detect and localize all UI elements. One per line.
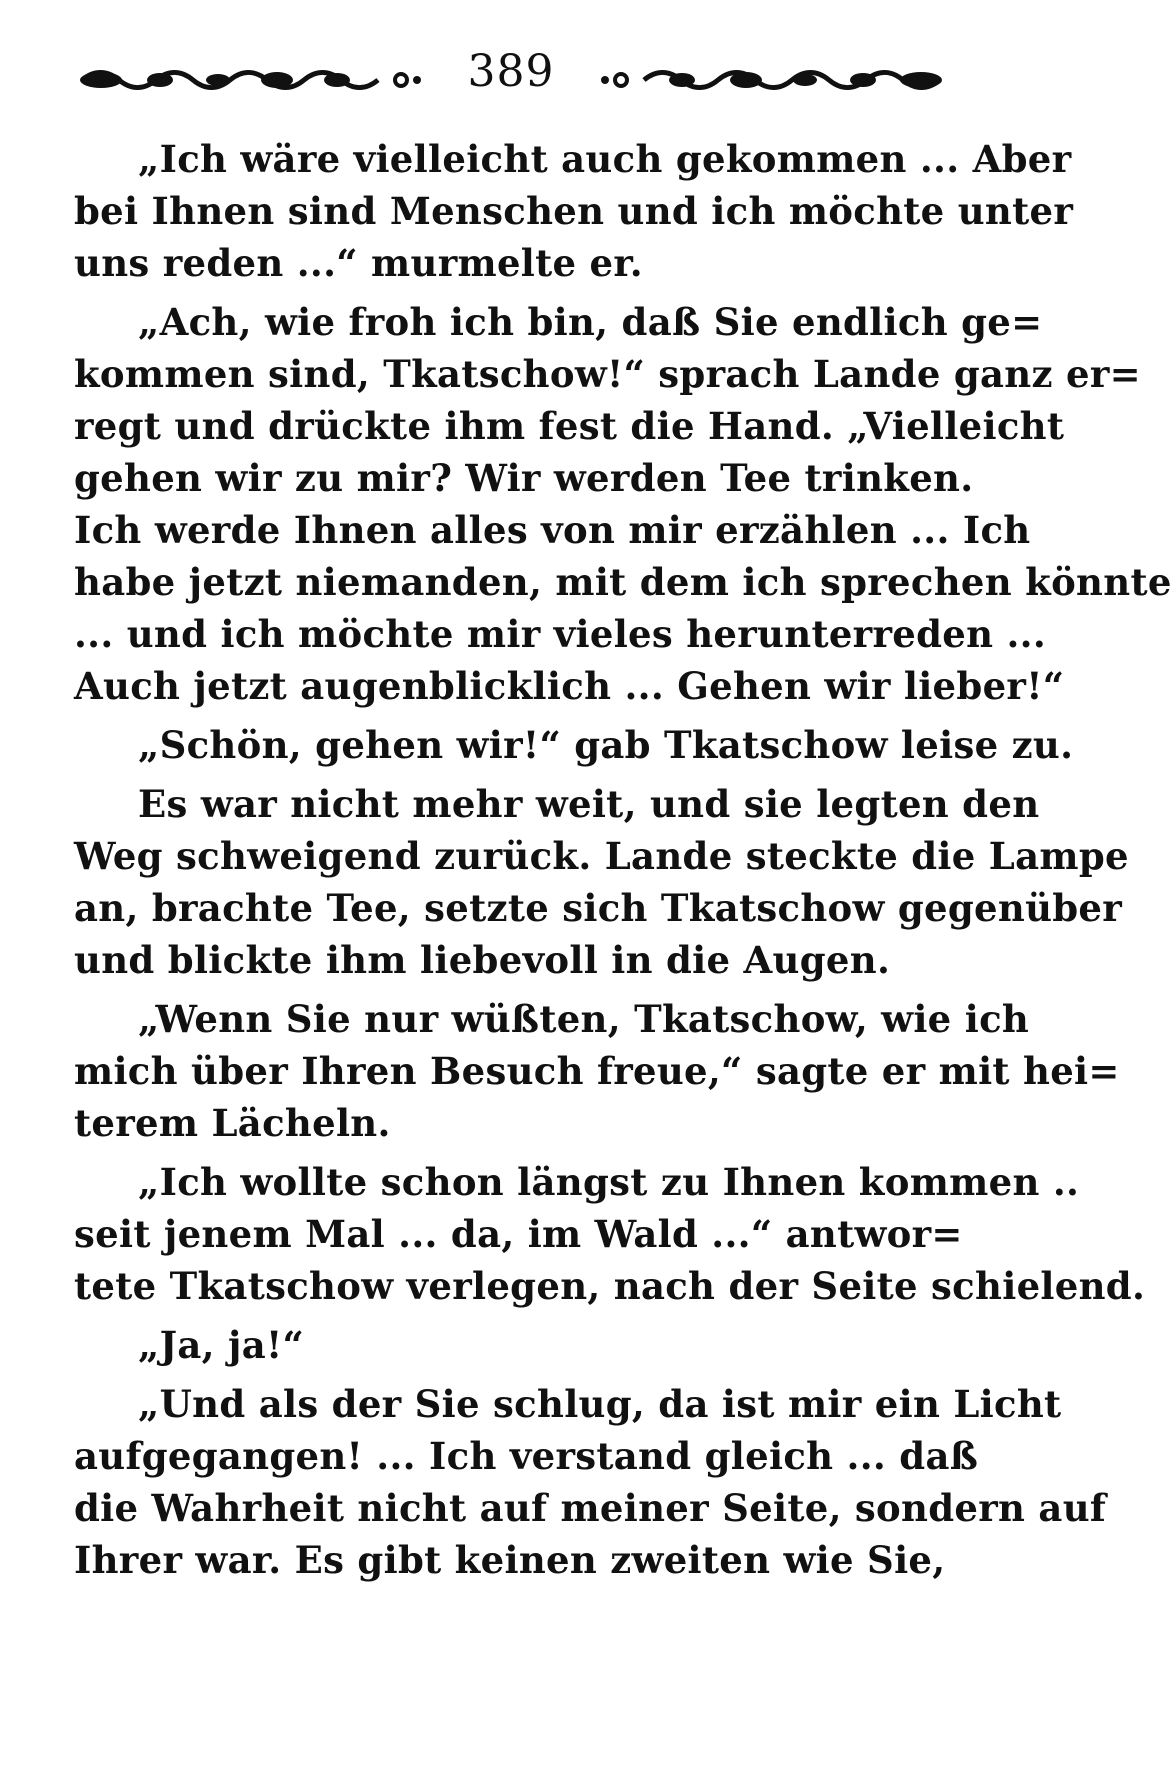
text-line: mich über Ihren Besuch freue,“ sagte er mit hei= bbox=[74, 1049, 1120, 1093]
text-line: „Ich wäre vielleicht auch gekommen ... Aber bbox=[138, 137, 1072, 181]
text-line: tete Tkatschow verlegen, nach der Seite schielend. bbox=[74, 1264, 1146, 1308]
text-line: „Wenn Sie nur wüßten, Tkatschow, wie ich bbox=[138, 997, 1030, 1041]
text-line: Ich werde Ihnen alles von mir erzählen ... Ich bbox=[74, 508, 1031, 552]
text-line: uns reden ...“ murmelte er. bbox=[74, 241, 643, 285]
text-line: Es war nicht mehr weit, und sie legten den bbox=[138, 782, 1040, 826]
text-line: gehen wir zu mir? Wir werden Tee trinken. bbox=[74, 456, 974, 500]
text-line: „Schön, gehen wir!“ gab Tkatschow leise zu. bbox=[138, 723, 1074, 767]
text-line: seit jenem Mal ... da, im Wald ...“ antwor= bbox=[74, 1212, 963, 1256]
text-line: „Und als der Sie schlug, da ist mir ein Licht bbox=[138, 1382, 1062, 1426]
text-line: terem Lächeln. bbox=[74, 1101, 391, 1145]
text-line: ... und ich möchte mir vieles herunterreden ... bbox=[74, 612, 1047, 656]
right-decorative-ornament bbox=[596, 68, 946, 92]
text-line: an, brachte Tee, setzte sich Tkatschow gegenüber bbox=[74, 886, 1123, 930]
page-header bbox=[76, 42, 946, 112]
text-line: und blickte ihm liebevoll in die Augen. bbox=[74, 938, 891, 982]
text-line: „Ich wollte schon längst zu Ihnen kommen .. bbox=[138, 1160, 1080, 1204]
text-line: habe jetzt niemanden, mit dem ich sprechen könnte bbox=[74, 560, 1172, 604]
text-line: kommen sind, Tkatschow!“ sprach Lande ganz er= bbox=[74, 352, 1141, 396]
text-line: „Ja, ja!“ bbox=[138, 1323, 305, 1367]
text-line: regt und drückte ihm fest die Hand. „Vielleicht bbox=[74, 404, 1065, 448]
text-line: aufgegangen! ... Ich verstand gleich ... daß bbox=[74, 1434, 979, 1478]
text-line: die Wahrheit nicht auf meiner Seite, sondern auf bbox=[74, 1486, 1107, 1530]
text-line: „Ach, wie froh ich bin, daß Sie endlich ge= bbox=[138, 300, 1043, 344]
text-line: Ihrer war. Es gibt keinen zweiten wie Sie, bbox=[74, 1538, 946, 1582]
page-number: 389 bbox=[467, 46, 555, 97]
text-line: Auch jetzt augenblicklich ... Gehen wir lieber!“ bbox=[74, 664, 1065, 708]
text-line: Weg schweigend zurück. Lande steckte die Lampe bbox=[74, 834, 1129, 878]
text-line: bei Ihnen sind Menschen und ich möchte unter bbox=[74, 189, 1074, 233]
